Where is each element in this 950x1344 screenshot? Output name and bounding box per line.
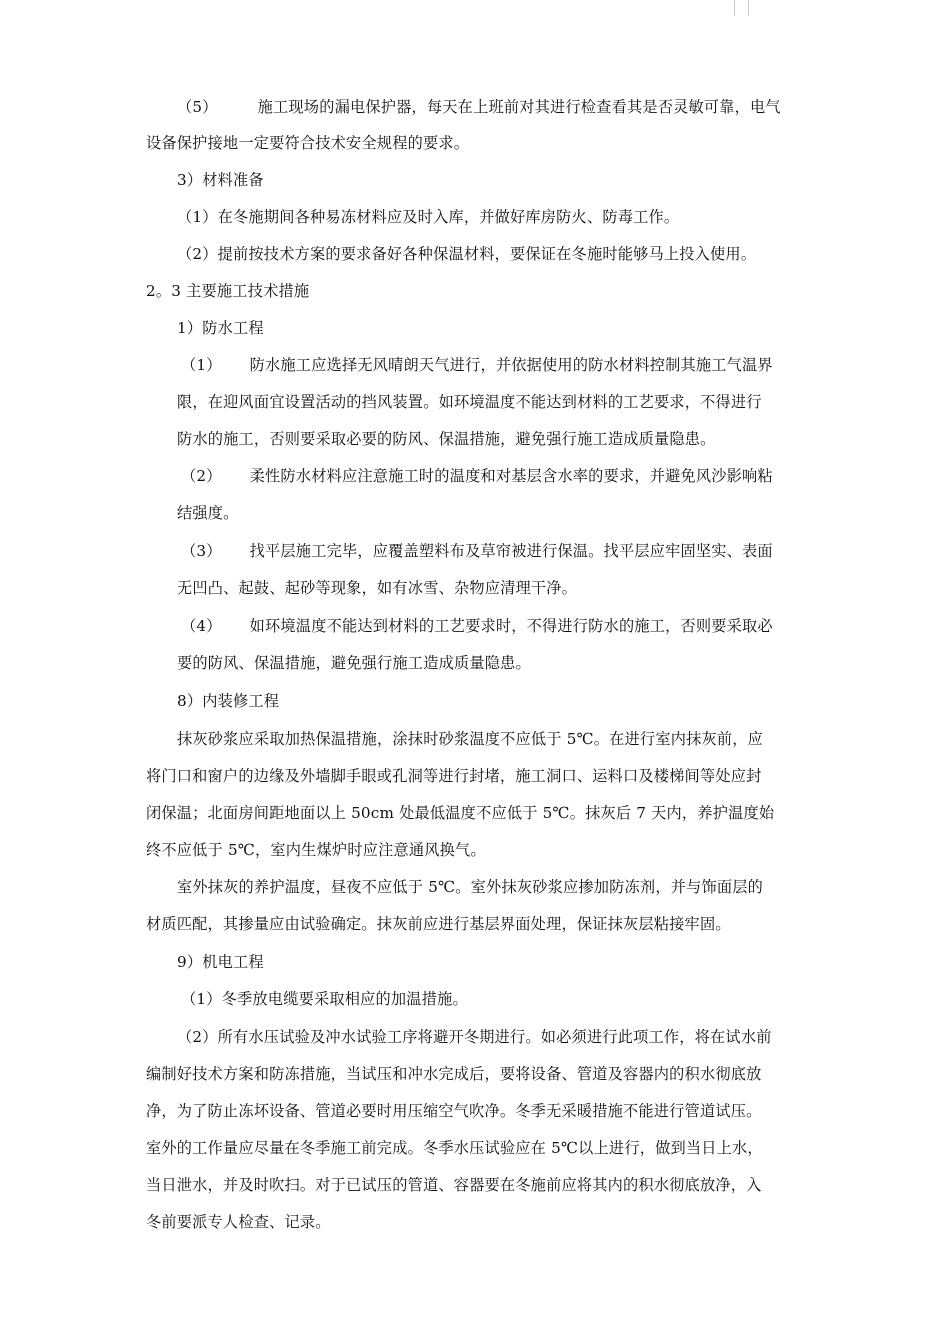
waterproof-item1-line3: 防水的施工，否则要采取必要的防风、保温措施，避免强行施工造成质量隐患。 xyxy=(177,430,716,448)
item5-line2: 设备保护接地一定要符合技术安全规程的要求。 xyxy=(146,134,470,152)
waterproof-item3-label: （3） xyxy=(181,542,222,560)
waterproof-item1-label: （1） xyxy=(181,356,222,374)
interior-paragraph1-line1: 抹灰砂浆应采取加热保温措施，涂抹时砂浆温度不应低于 5℃。在进行室内抹灰前，应 xyxy=(177,730,764,748)
section-heading-2-3: 2。3 主要施工技术措施 xyxy=(146,282,310,300)
page-mark-left xyxy=(734,0,735,16)
mep-item2-line4: 室外的工作量应尽量在冬季施工前完成。冬季水压试验应在 5℃以上进行，做到当日上水， xyxy=(146,1139,763,1157)
interior-paragraph1-line2: 将门口和窗户的边缘及外墙脚手眼或孔洞等进行封堵，施工洞口、运料口及楼梯间等处应封 xyxy=(146,767,762,785)
section-heading-materials: 3）材料准备 xyxy=(177,171,264,189)
page-mark-right xyxy=(748,0,749,16)
waterproof-item2-line1 xyxy=(181,465,773,487)
mep-item2-line1: （2）所有水压试验及冲水试验工序将避开冬期进行。如必须进行此项工作，将在试水前 xyxy=(177,1028,772,1046)
item5-line1 xyxy=(177,96,781,118)
mep-item2-line2: 编制好技术方案和防冻措施，当试压和冲水完成后，要将设备、管道及容器内的积水彻底放 xyxy=(146,1065,762,1083)
waterproof-item1-line1 xyxy=(181,354,773,376)
waterproof-item4-text: 如环境温度不能达到材料的工艺要求时，不得进行防水的施工，否则要采取必 xyxy=(249,617,773,635)
interior-paragraph2-line1: 室外抹灰的养护温度，昼夜不应低于 5℃。室外抹灰砂浆应掺加防冻剂，并与饰面层的 xyxy=(177,878,764,896)
waterproof-item2-text: 柔性防水材料应注意施工时的温度和对基层含水率的要求，并避免风沙影响粘 xyxy=(249,467,773,485)
waterproof-item2-line2: 结强度。 xyxy=(177,504,239,522)
mep-item2-line6: 冬前要派专人检查、记录。 xyxy=(146,1213,331,1231)
subheading-mechanical-electrical: 9）机电工程 xyxy=(177,953,264,971)
waterproof-item1-line2: 限，在迎风面宜设置活动的挡风装置。如环境温度不能达到材料的工艺要求，不得进行 xyxy=(177,393,762,411)
waterproof-item3-line2: 无凹凸、起鼓、起砂等现象，如有冰雪、杂物应清理干净。 xyxy=(177,579,578,597)
waterproof-item3-line1 xyxy=(181,540,773,562)
subheading-interior-finishing: 8）内装修工程 xyxy=(177,692,280,710)
materials-paragraph-1: （1）在冬施期间各种易冻材料应及时入库，并做好库房防火、防毒工作。 xyxy=(177,208,680,226)
waterproof-item4-line2: 要的防风、保温措施，避免强行施工造成质量隐患。 xyxy=(177,654,531,672)
waterproof-item2-label: （2） xyxy=(181,467,222,485)
mep-item1: （1）冬季放电缆要采取相应的加温措施。 xyxy=(181,990,468,1008)
waterproof-item1-text: 防水施工应选择无风晴朗天气进行，并依据使用的防水材料控制其施工气温界 xyxy=(249,356,773,374)
waterproof-item3-text: 找平层施工完毕，应覆盖塑料布及草帘被进行保温。找平层应牢固坚实、表面 xyxy=(249,542,773,560)
mep-item2-line5: 当日泄水，并及时吹扫。对于已试压的管道、容器要在冬施前应将其内的积水彻底放净，入 xyxy=(146,1176,762,1194)
interior-paragraph2-line2: 材质匹配，其掺量应由试验确定。抹灰前应进行基层界面处理，保证抹灰层粘接牢固。 xyxy=(146,915,731,933)
subheading-waterproofing: 1）防水工程 xyxy=(177,319,264,337)
item5-label: （5） xyxy=(177,98,218,116)
materials-paragraph-2: （2）提前按技术方案的要求备好各种保温材料，要保证在冬施时能够马上投入使用。 xyxy=(177,245,757,263)
waterproof-item4-line1 xyxy=(181,615,773,637)
waterproof-item4-label: （4） xyxy=(181,617,222,635)
interior-paragraph1-line4: 终不应低于 5℃，室内生煤炉时应注意通风换气。 xyxy=(146,841,486,859)
mep-item2-line3: 净，为了防止冻坏设备、管道必要时用压缩空气吹净。冬季无采暖措施不能进行管道试压。 xyxy=(146,1102,762,1120)
page-edge-marks xyxy=(734,0,750,16)
interior-paragraph1-line3: 闭保温；北面房间距地面以上 50cm 处最低温度不应低于 5℃。抹灰后 7 天内，养护温度始 xyxy=(146,804,775,822)
item5-text: 施工现场的漏电保护器，每天在上班前对其进行检查看其是否灵敏可靠，电气 xyxy=(257,98,781,116)
